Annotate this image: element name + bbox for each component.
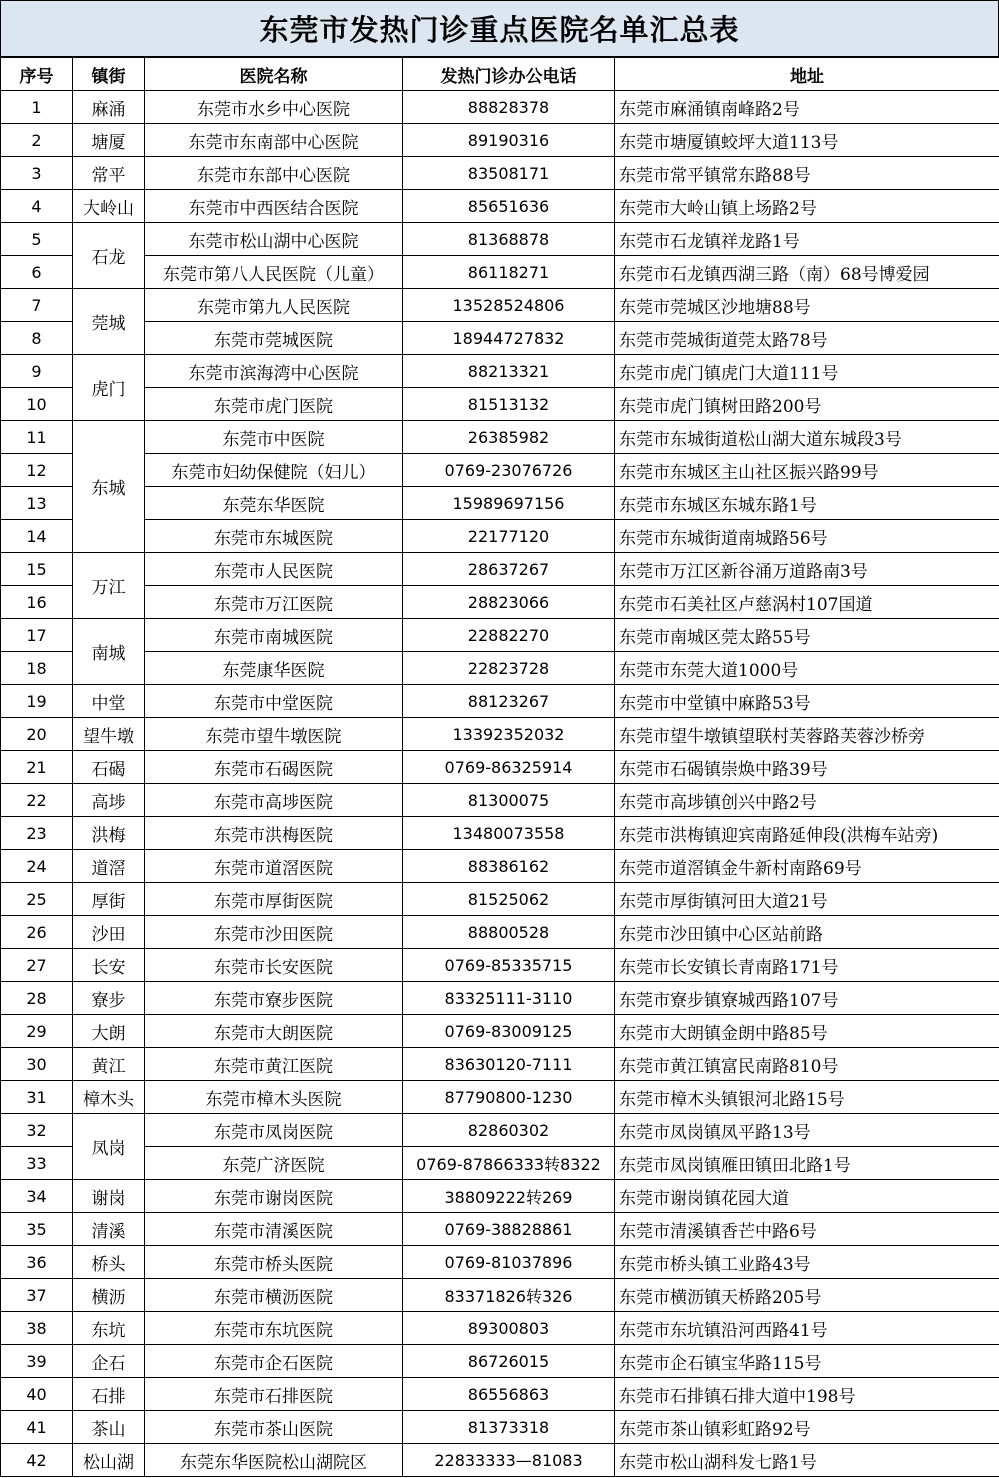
table-row	[1, 190, 999, 223]
row-town: 高埗	[73, 784, 145, 817]
row-hospital: 东莞市石排医院	[145, 1378, 403, 1411]
row-index: 15	[1, 553, 73, 586]
row-phone: 28637267	[403, 553, 615, 586]
row-address: 东莞市虎门镇树田路200号	[615, 388, 999, 421]
row-hospital: 东莞市沙田医院	[145, 916, 403, 949]
row-phone: 22823728	[403, 652, 615, 685]
row-index: 5	[1, 223, 73, 256]
row-hospital: 东莞市南城医院	[145, 619, 403, 652]
table-body	[1, 91, 999, 1477]
table-row	[1, 421, 999, 454]
row-address: 东莞市高埗镇创兴中路2号	[615, 784, 999, 817]
row-town: 长安	[73, 949, 145, 982]
row-town: 东坑	[73, 1312, 145, 1345]
table-row	[1, 520, 999, 553]
row-hospital: 东莞市中医院	[145, 421, 403, 454]
row-hospital: 东莞市万江医院	[145, 586, 403, 619]
row-phone: 22833333—81083	[403, 1444, 615, 1477]
row-index: 35	[1, 1213, 73, 1246]
table-row	[1, 1279, 999, 1312]
row-town: 茶山	[73, 1411, 145, 1444]
row-index: 24	[1, 850, 73, 883]
table-row	[1, 850, 999, 883]
row-address: 东莞市桥头镇工业路43号	[615, 1246, 999, 1279]
row-hospital: 东莞市谢岗医院	[145, 1180, 403, 1213]
row-index: 1	[1, 91, 73, 124]
row-index: 37	[1, 1279, 73, 1312]
row-index: 42	[1, 1444, 73, 1477]
table-row	[1, 1213, 999, 1246]
row-address: 东莞市东城街道南城路56号	[615, 520, 999, 553]
row-town: 塘厦	[73, 124, 145, 157]
table-row	[1, 1180, 999, 1213]
row-address: 东莞市莞城街道莞太路78号	[615, 322, 999, 355]
row-hospital: 东莞市大朗医院	[145, 1015, 403, 1048]
row-index: 32	[1, 1114, 73, 1147]
row-phone: 13480073558	[403, 817, 615, 850]
row-hospital: 东莞市东部中心医院	[145, 157, 403, 190]
header-address: 地址	[615, 58, 999, 91]
row-hospital: 东莞市人民医院	[145, 553, 403, 586]
row-phone: 86556863	[403, 1378, 615, 1411]
row-phone: 81525062	[403, 883, 615, 916]
row-phone: 13528524806	[403, 289, 615, 322]
row-hospital: 东莞市茶山医院	[145, 1411, 403, 1444]
row-phone: 81300075	[403, 784, 615, 817]
row-address: 东莞市凤岗镇雁田镇田北路1号	[615, 1147, 999, 1180]
row-town: 横沥	[73, 1279, 145, 1312]
row-index: 3	[1, 157, 73, 190]
row-hospital: 东莞市洪梅医院	[145, 817, 403, 850]
row-address: 东莞市厚街镇河田大道21号	[615, 883, 999, 916]
row-address: 东莞市樟木头镇银河北路15号	[615, 1081, 999, 1114]
row-hospital: 东莞市企石医院	[145, 1345, 403, 1378]
row-address: 东莞市大朗镇金朗中路85号	[615, 1015, 999, 1048]
row-phone: 18944727832	[403, 322, 615, 355]
row-town: 望牛墩	[73, 718, 145, 751]
row-phone: 88800528	[403, 916, 615, 949]
row-index: 27	[1, 949, 73, 982]
header-row	[1, 58, 999, 91]
row-town: 南城	[73, 619, 145, 685]
row-index: 8	[1, 322, 73, 355]
header-index: 序号	[1, 58, 73, 91]
row-phone: 88386162	[403, 850, 615, 883]
row-town: 万江	[73, 553, 145, 619]
row-index: 10	[1, 388, 73, 421]
row-hospital: 东莞市虎门医院	[145, 388, 403, 421]
row-phone: 85651636	[403, 190, 615, 223]
row-hospital: 东莞东华医院	[145, 487, 403, 520]
row-phone: 28823066	[403, 586, 615, 619]
row-phone: 0769-81037896	[403, 1246, 615, 1279]
row-address: 东莞市塘厦镇蛟坪大道113号	[615, 124, 999, 157]
table-row	[1, 949, 999, 982]
row-phone: 22882270	[403, 619, 615, 652]
row-index: 36	[1, 1246, 73, 1279]
row-hospital: 东莞市凤岗医院	[145, 1114, 403, 1147]
row-hospital: 东莞市东南部中心医院	[145, 124, 403, 157]
row-index: 22	[1, 784, 73, 817]
row-index: 21	[1, 751, 73, 784]
row-index: 26	[1, 916, 73, 949]
row-hospital: 东莞市清溪医院	[145, 1213, 403, 1246]
row-index: 28	[1, 982, 73, 1015]
row-town: 企石	[73, 1345, 145, 1378]
row-address: 东莞市石排镇石排大道中198号	[615, 1378, 999, 1411]
header-town: 镇街	[73, 58, 145, 91]
row-index: 40	[1, 1378, 73, 1411]
table-row	[1, 718, 999, 751]
row-phone: 81368878	[403, 223, 615, 256]
table-row	[1, 91, 999, 124]
row-index: 6	[1, 256, 73, 289]
row-phone: 15989697156	[403, 487, 615, 520]
row-index: 38	[1, 1312, 73, 1345]
table-title: 东莞市发热门诊重点医院名单汇总表	[0, 0, 999, 57]
row-hospital: 东莞广济医院	[145, 1147, 403, 1180]
row-address: 东莞市石龙镇西湖三路（南）68号博爱园	[615, 256, 999, 289]
table-row	[1, 157, 999, 190]
row-index: 14	[1, 520, 73, 553]
row-phone: 26385982	[403, 421, 615, 454]
row-town: 厚街	[73, 883, 145, 916]
table-row	[1, 1312, 999, 1345]
table-row	[1, 454, 999, 487]
row-phone: 38809222转269	[403, 1180, 615, 1213]
row-hospital: 东莞市东城医院	[145, 520, 403, 553]
table-row	[1, 784, 999, 817]
row-index: 17	[1, 619, 73, 652]
row-address: 东莞市凤岗镇凤平路13号	[615, 1114, 999, 1147]
row-index: 13	[1, 487, 73, 520]
row-hospital: 东莞市松山湖中心医院	[145, 223, 403, 256]
row-address: 东莞市谢岗镇花园大道	[615, 1180, 999, 1213]
row-address: 东莞市虎门镇虎门大道111号	[615, 355, 999, 388]
row-phone: 81373318	[403, 1411, 615, 1444]
row-address: 东莞市南城区莞太路55号	[615, 619, 999, 652]
table-row	[1, 223, 999, 256]
row-phone: 0769-85335715	[403, 949, 615, 982]
row-phone: 83371826转326	[403, 1279, 615, 1312]
table-row	[1, 586, 999, 619]
row-hospital: 东莞市高埗医院	[145, 784, 403, 817]
row-town: 石排	[73, 1378, 145, 1411]
row-town: 石龙	[73, 223, 145, 289]
row-phone: 89190316	[403, 124, 615, 157]
row-address: 东莞市道滘镇金牛新村南路69号	[615, 850, 999, 883]
row-address: 东莞市横沥镇天桥路205号	[615, 1279, 999, 1312]
row-address: 东莞市莞城区沙地塘88号	[615, 289, 999, 322]
row-phone: 0769-87866333转8322	[403, 1147, 615, 1180]
row-town: 莞城	[73, 289, 145, 355]
row-hospital: 东莞市长安医院	[145, 949, 403, 982]
table-row	[1, 487, 999, 520]
row-town: 东城	[73, 421, 145, 553]
row-index: 12	[1, 454, 73, 487]
row-index: 30	[1, 1048, 73, 1081]
row-address: 东莞市石美社区卢慈涡村107国道	[615, 586, 999, 619]
row-hospital: 东莞市桥头医院	[145, 1246, 403, 1279]
row-town: 桥头	[73, 1246, 145, 1279]
row-index: 19	[1, 685, 73, 718]
row-address: 东莞市沙田镇中心区站前路	[615, 916, 999, 949]
table-row	[1, 817, 999, 850]
row-index: 7	[1, 289, 73, 322]
table-row	[1, 982, 999, 1015]
table-row	[1, 256, 999, 289]
row-town: 虎门	[73, 355, 145, 421]
row-address: 东莞市长安镇长青南路171号	[615, 949, 999, 982]
row-phone: 0769-23076726	[403, 454, 615, 487]
table-row	[1, 916, 999, 949]
table-row	[1, 124, 999, 157]
row-address: 东莞市东城街道松山湖大道东城段3号	[615, 421, 999, 454]
row-hospital: 东莞市黄江医院	[145, 1048, 403, 1081]
row-hospital: 东莞市望牛墩医院	[145, 718, 403, 751]
table-row	[1, 751, 999, 784]
table-row	[1, 322, 999, 355]
row-phone: 88213321	[403, 355, 615, 388]
row-hospital: 东莞市妇幼保健院（妇儿）	[145, 454, 403, 487]
row-index: 29	[1, 1015, 73, 1048]
header-phone: 发热门诊办公电话	[403, 58, 615, 91]
row-address: 东莞市常平镇常东路88号	[615, 157, 999, 190]
row-phone: 86118271	[403, 256, 615, 289]
row-address: 东莞市万江区新谷涌万道路南3号	[615, 553, 999, 586]
table-row	[1, 1411, 999, 1444]
row-phone: 83508171	[403, 157, 615, 190]
row-phone: 88123267	[403, 685, 615, 718]
row-town: 谢岗	[73, 1180, 145, 1213]
row-address: 东莞市石龙镇祥龙路1号	[615, 223, 999, 256]
row-hospital: 东莞市莞城医院	[145, 322, 403, 355]
row-hospital: 东莞市道滘医院	[145, 850, 403, 883]
row-index: 2	[1, 124, 73, 157]
row-phone: 83630120-7111	[403, 1048, 615, 1081]
row-town: 洪梅	[73, 817, 145, 850]
row-hospital: 东莞市滨海湾中心医院	[145, 355, 403, 388]
row-hospital: 东莞市厚街医院	[145, 883, 403, 916]
table-row	[1, 355, 999, 388]
row-phone: 87790800-1230	[403, 1081, 615, 1114]
row-hospital: 东莞市樟木头医院	[145, 1081, 403, 1114]
row-hospital: 东莞康华医院	[145, 652, 403, 685]
row-address: 东莞市麻涌镇南峰路2号	[615, 91, 999, 124]
row-index: 20	[1, 718, 73, 751]
row-town: 寮步	[73, 982, 145, 1015]
row-phone: 81513132	[403, 388, 615, 421]
table-row	[1, 289, 999, 322]
row-index: 41	[1, 1411, 73, 1444]
row-hospital: 东莞市水乡中心医院	[145, 91, 403, 124]
row-phone: 0769-38828861	[403, 1213, 615, 1246]
row-town: 凤岗	[73, 1114, 145, 1180]
row-town: 石碣	[73, 751, 145, 784]
row-town: 大岭山	[73, 190, 145, 223]
row-index: 18	[1, 652, 73, 685]
row-phone: 82860302	[403, 1114, 615, 1147]
row-hospital: 东莞市石碣医院	[145, 751, 403, 784]
row-phone: 86726015	[403, 1345, 615, 1378]
row-town: 清溪	[73, 1213, 145, 1246]
table-row	[1, 652, 999, 685]
row-address: 东莞市松山湖科发七路1号	[615, 1444, 999, 1477]
row-address: 东莞市企石镇宝华路115号	[615, 1345, 999, 1378]
row-index: 11	[1, 421, 73, 454]
row-town: 中堂	[73, 685, 145, 718]
row-hospital: 东莞市中西医结合医院	[145, 190, 403, 223]
row-hospital: 东莞市第九人民医院	[145, 289, 403, 322]
table-row	[1, 1114, 999, 1147]
row-index: 33	[1, 1147, 73, 1180]
row-hospital: 东莞东华医院松山湖院区	[145, 1444, 403, 1477]
row-index: 23	[1, 817, 73, 850]
table-row	[1, 1048, 999, 1081]
row-phone: 0769-86325914	[403, 751, 615, 784]
row-index: 34	[1, 1180, 73, 1213]
row-address: 东莞市茶山镇彩虹路92号	[615, 1411, 999, 1444]
row-town: 大朗	[73, 1015, 145, 1048]
row-index: 4	[1, 190, 73, 223]
row-hospital: 东莞市第八人民医院（儿童）	[145, 256, 403, 289]
row-town: 常平	[73, 157, 145, 190]
row-hospital: 东莞市寮步医院	[145, 982, 403, 1015]
row-town: 松山湖	[73, 1444, 145, 1477]
row-town: 沙田	[73, 916, 145, 949]
table-row	[1, 1246, 999, 1279]
row-address: 东莞市东莞大道1000号	[615, 652, 999, 685]
row-index: 25	[1, 883, 73, 916]
row-town: 黄江	[73, 1048, 145, 1081]
row-address: 东莞市大岭山镇上场路2号	[615, 190, 999, 223]
row-index: 31	[1, 1081, 73, 1114]
row-address: 东莞市东城区主山社区振兴路99号	[615, 454, 999, 487]
hospital-table	[0, 57, 999, 1477]
row-hospital: 东莞市东坑医院	[145, 1312, 403, 1345]
row-address: 东莞市清溪镇香芒中路6号	[615, 1213, 999, 1246]
row-address: 东莞市洪梅镇迎宾南路延伸段(洪梅车站旁)	[615, 817, 999, 850]
row-index: 39	[1, 1345, 73, 1378]
header-hospital: 医院名称	[145, 58, 403, 91]
row-phone: 89300803	[403, 1312, 615, 1345]
table-row	[1, 1345, 999, 1378]
row-town: 道滘	[73, 850, 145, 883]
table-row	[1, 553, 999, 586]
row-phone: 22177120	[403, 520, 615, 553]
row-address: 东莞市寮步镇寮城西路107号	[615, 982, 999, 1015]
row-hospital: 东莞市横沥医院	[145, 1279, 403, 1312]
table-row	[1, 1081, 999, 1114]
row-phone: 13392352032	[403, 718, 615, 751]
row-town: 麻涌	[73, 91, 145, 124]
row-address: 东莞市东城区东城东路1号	[615, 487, 999, 520]
row-address: 东莞市望牛墩镇望联村芙蓉路芙蓉沙桥旁	[615, 718, 999, 751]
row-index: 9	[1, 355, 73, 388]
row-phone: 83325111-3110	[403, 982, 615, 1015]
row-town: 樟木头	[73, 1081, 145, 1114]
row-address: 东莞市石碣镇崇焕中路39号	[615, 751, 999, 784]
table-row	[1, 619, 999, 652]
table-row	[1, 883, 999, 916]
row-phone: 88828378	[403, 91, 615, 124]
row-address: 东莞市黄江镇富民南路810号	[615, 1048, 999, 1081]
table-row	[1, 1378, 999, 1411]
row-phone: 0769-83009125	[403, 1015, 615, 1048]
table-row	[1, 1015, 999, 1048]
row-address: 东莞市东坑镇沿河西路41号	[615, 1312, 999, 1345]
table-row	[1, 1147, 999, 1180]
table-row	[1, 1444, 999, 1477]
table-row	[1, 685, 999, 718]
row-hospital: 东莞市中堂医院	[145, 685, 403, 718]
row-index: 16	[1, 586, 73, 619]
row-address: 东莞市中堂镇中麻路53号	[615, 685, 999, 718]
table-row	[1, 388, 999, 421]
